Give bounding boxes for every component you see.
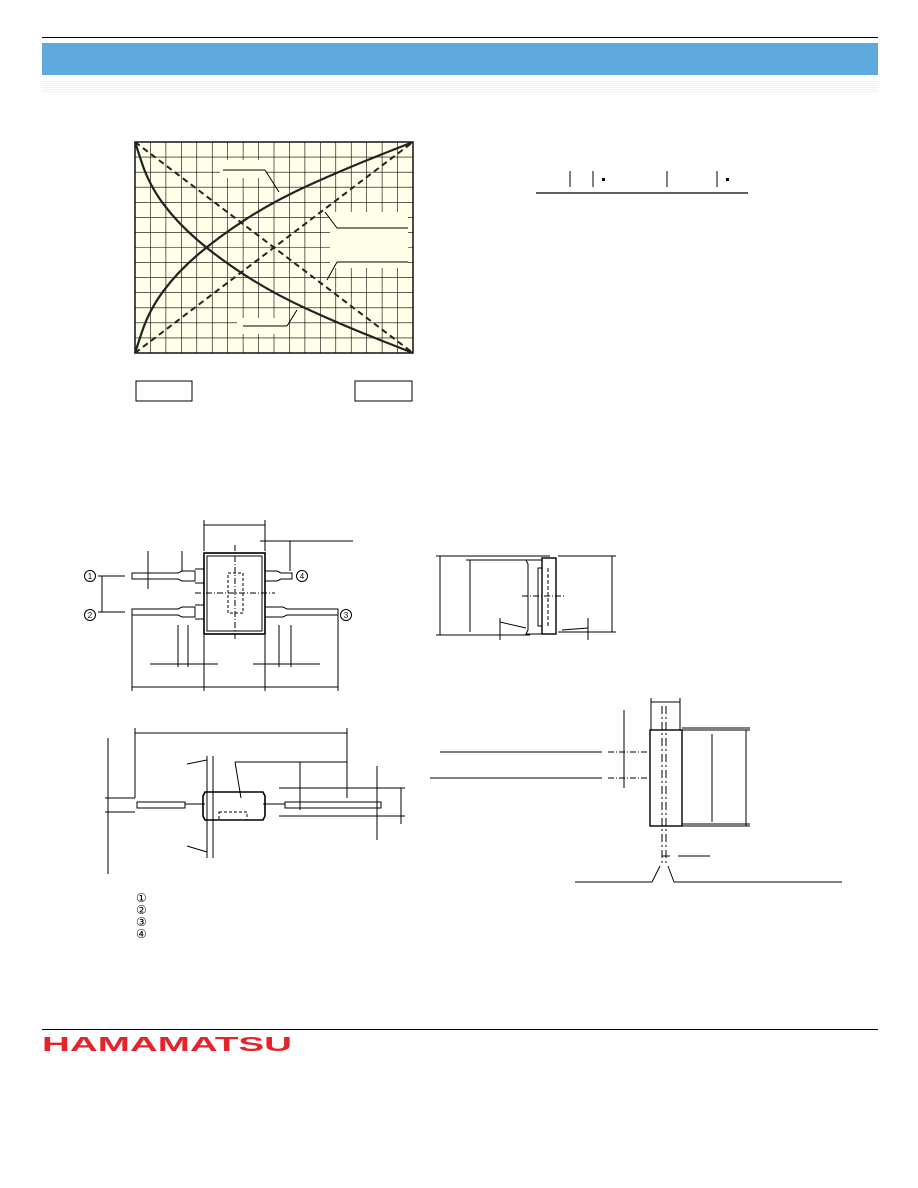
svg-text:HAMAMATSU: HAMAMATSU: [42, 1034, 292, 1054]
header-bar: [42, 43, 878, 75]
bottom-rule: [42, 1029, 878, 1030]
svg-text:4: 4: [299, 572, 305, 581]
header-fade: [42, 80, 878, 92]
chart-right-box: [355, 381, 412, 401]
package-detail-view: [430, 696, 850, 888]
svg-text:3: 3: [343, 611, 349, 620]
package-front-view: [95, 728, 415, 876]
hamamatsu-logo: [42, 1034, 294, 1054]
svg-text:1: 1: [87, 572, 93, 581]
pin-4-label: ④: [136, 927, 147, 941]
pin-1-label: ①: [136, 891, 147, 905]
package-side-view: [430, 548, 630, 648]
pin-legend: [136, 892, 156, 940]
pin-2-label: ②: [136, 903, 147, 917]
chart-left-box: [136, 381, 192, 401]
package-top-view: [70, 515, 370, 695]
pin-3-label: ③: [136, 915, 147, 929]
top-rule: [42, 37, 878, 38]
spec-table: [530, 165, 760, 205]
svg-text:2: 2: [87, 611, 93, 620]
characteristics-chart: [125, 132, 425, 407]
